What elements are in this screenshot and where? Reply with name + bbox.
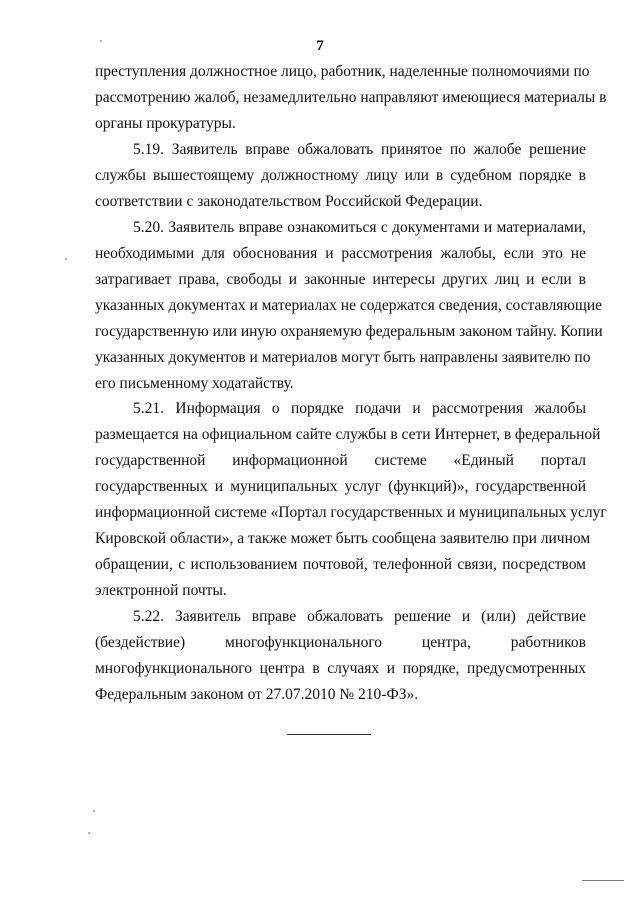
text-line: размещается на официальном сайте службы в сети Интернет, в федеральной: [95, 426, 601, 443]
text-line: указанных документов и материалов могут быть направлены заявителю по: [95, 349, 591, 366]
text-line: его письменному ходатайству.: [95, 375, 294, 392]
text-line: информационной системе «Портал государственных и муниципальных услуг: [95, 504, 607, 521]
corner-scan-mark: [582, 880, 624, 881]
text-line: затрагивает права, свободы и законные интересы других лиц и если в: [95, 271, 586, 288]
text-line: Федеральным законом от 27.07.2010 № 210-ФЗ».: [95, 686, 419, 703]
text-line: 5.22. Заявитель вправе обжаловать решение и (или) действие: [133, 608, 586, 625]
text-line: государственную или иную охраняемую федеральным законом тайну. Копии: [95, 323, 603, 340]
text-line: преступления должностное лицо, работник, наделенные полномочиями по: [95, 63, 590, 80]
text-line: 5.19. Заявитель вправе обжаловать принятое по жалобе решение: [133, 141, 586, 158]
scan-speck: [93, 810, 95, 812]
text-line: Кировской области», а также может быть сообщена заявителю при личном: [95, 530, 591, 547]
scan-speck: [100, 40, 102, 42]
scan-speck: [88, 832, 90, 834]
text-line: службы вышестоящему должностному лицу или в судебном порядке в: [95, 167, 586, 184]
text-line: государственной информационной системе «Единый портал: [95, 452, 586, 469]
text-line: органы прокуратуры.: [95, 115, 236, 132]
text-line: обращении, с использованием почтовой, телефонной связи, посредством: [95, 556, 586, 573]
text-line: указанных документах и материалах не содержатся сведения, составляющие: [95, 297, 603, 314]
text-line: электронной почты.: [95, 582, 227, 599]
end-divider: [287, 734, 371, 735]
text-line: государственных и муниципальных услуг (функций)», государственной: [95, 478, 586, 495]
page-number: 7: [316, 38, 324, 54]
scan-speck: [65, 258, 67, 260]
text-line: (бездействие) многофункционального центра, работников: [95, 634, 586, 651]
text-line: 5.21. Информация о порядке подачи и рассмотрения жалобы: [133, 400, 586, 417]
text-line: многофункционального центра в случаях и порядке, предусмотренных: [95, 660, 586, 677]
text-line: необходимыми для обоснования и рассмотрения жалобы, если это не: [95, 245, 586, 262]
text-line: соответствии с законодательством Российской Федерации.: [95, 193, 483, 210]
text-line: рассмотрению жалоб, незамедлительно направляют имеющиеся материалы в: [95, 89, 607, 106]
text-line: 5.20. Заявитель вправе ознакомиться с документами и материалами,: [133, 219, 586, 236]
